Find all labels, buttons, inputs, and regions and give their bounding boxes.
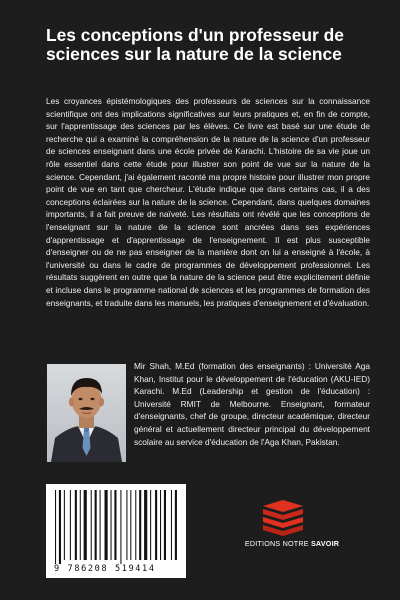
barcode-bar: [164, 490, 166, 560]
publisher-logo-icon: [258, 500, 308, 538]
barcode-bar: [55, 490, 56, 564]
barcode-bar: [84, 490, 87, 560]
barcode-bar: [75, 490, 77, 560]
barcode-bar: [126, 490, 127, 560]
isbn-digits: 9 786208 519414: [54, 564, 156, 574]
book-title: Les conceptions d'un professeur de sciences sur la nature de la science: [46, 25, 344, 64]
barcode-bar: [171, 490, 172, 560]
barcode-bar: [130, 490, 131, 560]
barcode-bar: [160, 490, 161, 560]
publisher-name-bold: SAVOIR: [310, 539, 340, 548]
barcode-bar: [70, 490, 71, 560]
barcode-bar: [155, 490, 157, 560]
barcode-bar: [105, 490, 108, 560]
isbn-barcode: [46, 484, 186, 578]
publisher-name: [232, 539, 352, 548]
book-description: Les croyances épistémologiques des professeurs de sciences sur la connaissance scientifique ont des implications significatives sur leurs pratiques et, en fin de compte, sur l'apprentissage des sciences par les élèves. Ce livre est basé sur une étude de recherche qui a examiné la compréhension de la nature de la science d'un professeur de sciences enseignant dans une école privée de Karachi. L'histoire de sa vie joue un rôle essentiel dans cette étude pour illustrer son point de vue sur la nature de la science. Cependant, j'ai également raconté ma propre histoire pour illustrer mon propre point de vue en tant que chercheur. L'étude indique que dans certains cas, il a des conceptions éclairées sur la nature de la science. Cependant, dans quelques domaines importants, il a fait preuve de naïveté. Les résultats ont révélé que les conceptions de l'enseignant sur la nature de la science sont ancrées dans ses expériences d'apprentissage et d'apprentissage de l'enseignement. Il est plus susceptible d'enseigner ou de ne pas enseigner de la manière dont on lui a enseigné à l'école, à l'université ou dans le cadre de programmes de développement professionnel. Les résultats suggèrent en outre que la nature de la science peut être explicitement définie et incluse dans le programme national de sciences et les programmes de formation des enseignants, et traduite dans les manuels, les pratiques d'enseignement et d'évaluation.: [46, 96, 370, 308]
author-photo: [47, 364, 126, 462]
author-bio: Mir Shah, M.Ed (formation des enseignants) : Université Aga Khan, Institut pour le développement de l'éducation (AKU-IED) Karachi. M.Ed (Leadership et gestion de l'éducation) : Université RMIT de Melbourne. Enseignant, formateur d'enseignants, chef de groupe, directeur académique, directeur général et actuellement directeur principal du développement scolaire au service d'éducation de l'Aga Khan, Pakistan.: [134, 361, 370, 447]
barcode-bar: [139, 490, 141, 560]
barcode-bar: [95, 490, 97, 560]
barcode-bar: [175, 490, 177, 560]
barcode-bar: [144, 490, 147, 560]
barcode-bar: [59, 490, 61, 564]
barcode-bar: [120, 490, 121, 564]
barcode-bar: [64, 490, 65, 560]
barcode-bar: [100, 490, 101, 560]
barcode-bar: [114, 490, 116, 560]
publisher-name-prefix: EDITIONS NOTRE: [244, 539, 311, 548]
barcode-bar: [111, 490, 112, 560]
barcode-bar: [150, 490, 151, 560]
barcode-bar: [91, 490, 92, 560]
barcode-bar: [135, 490, 136, 560]
barcode-bar: [80, 490, 81, 560]
